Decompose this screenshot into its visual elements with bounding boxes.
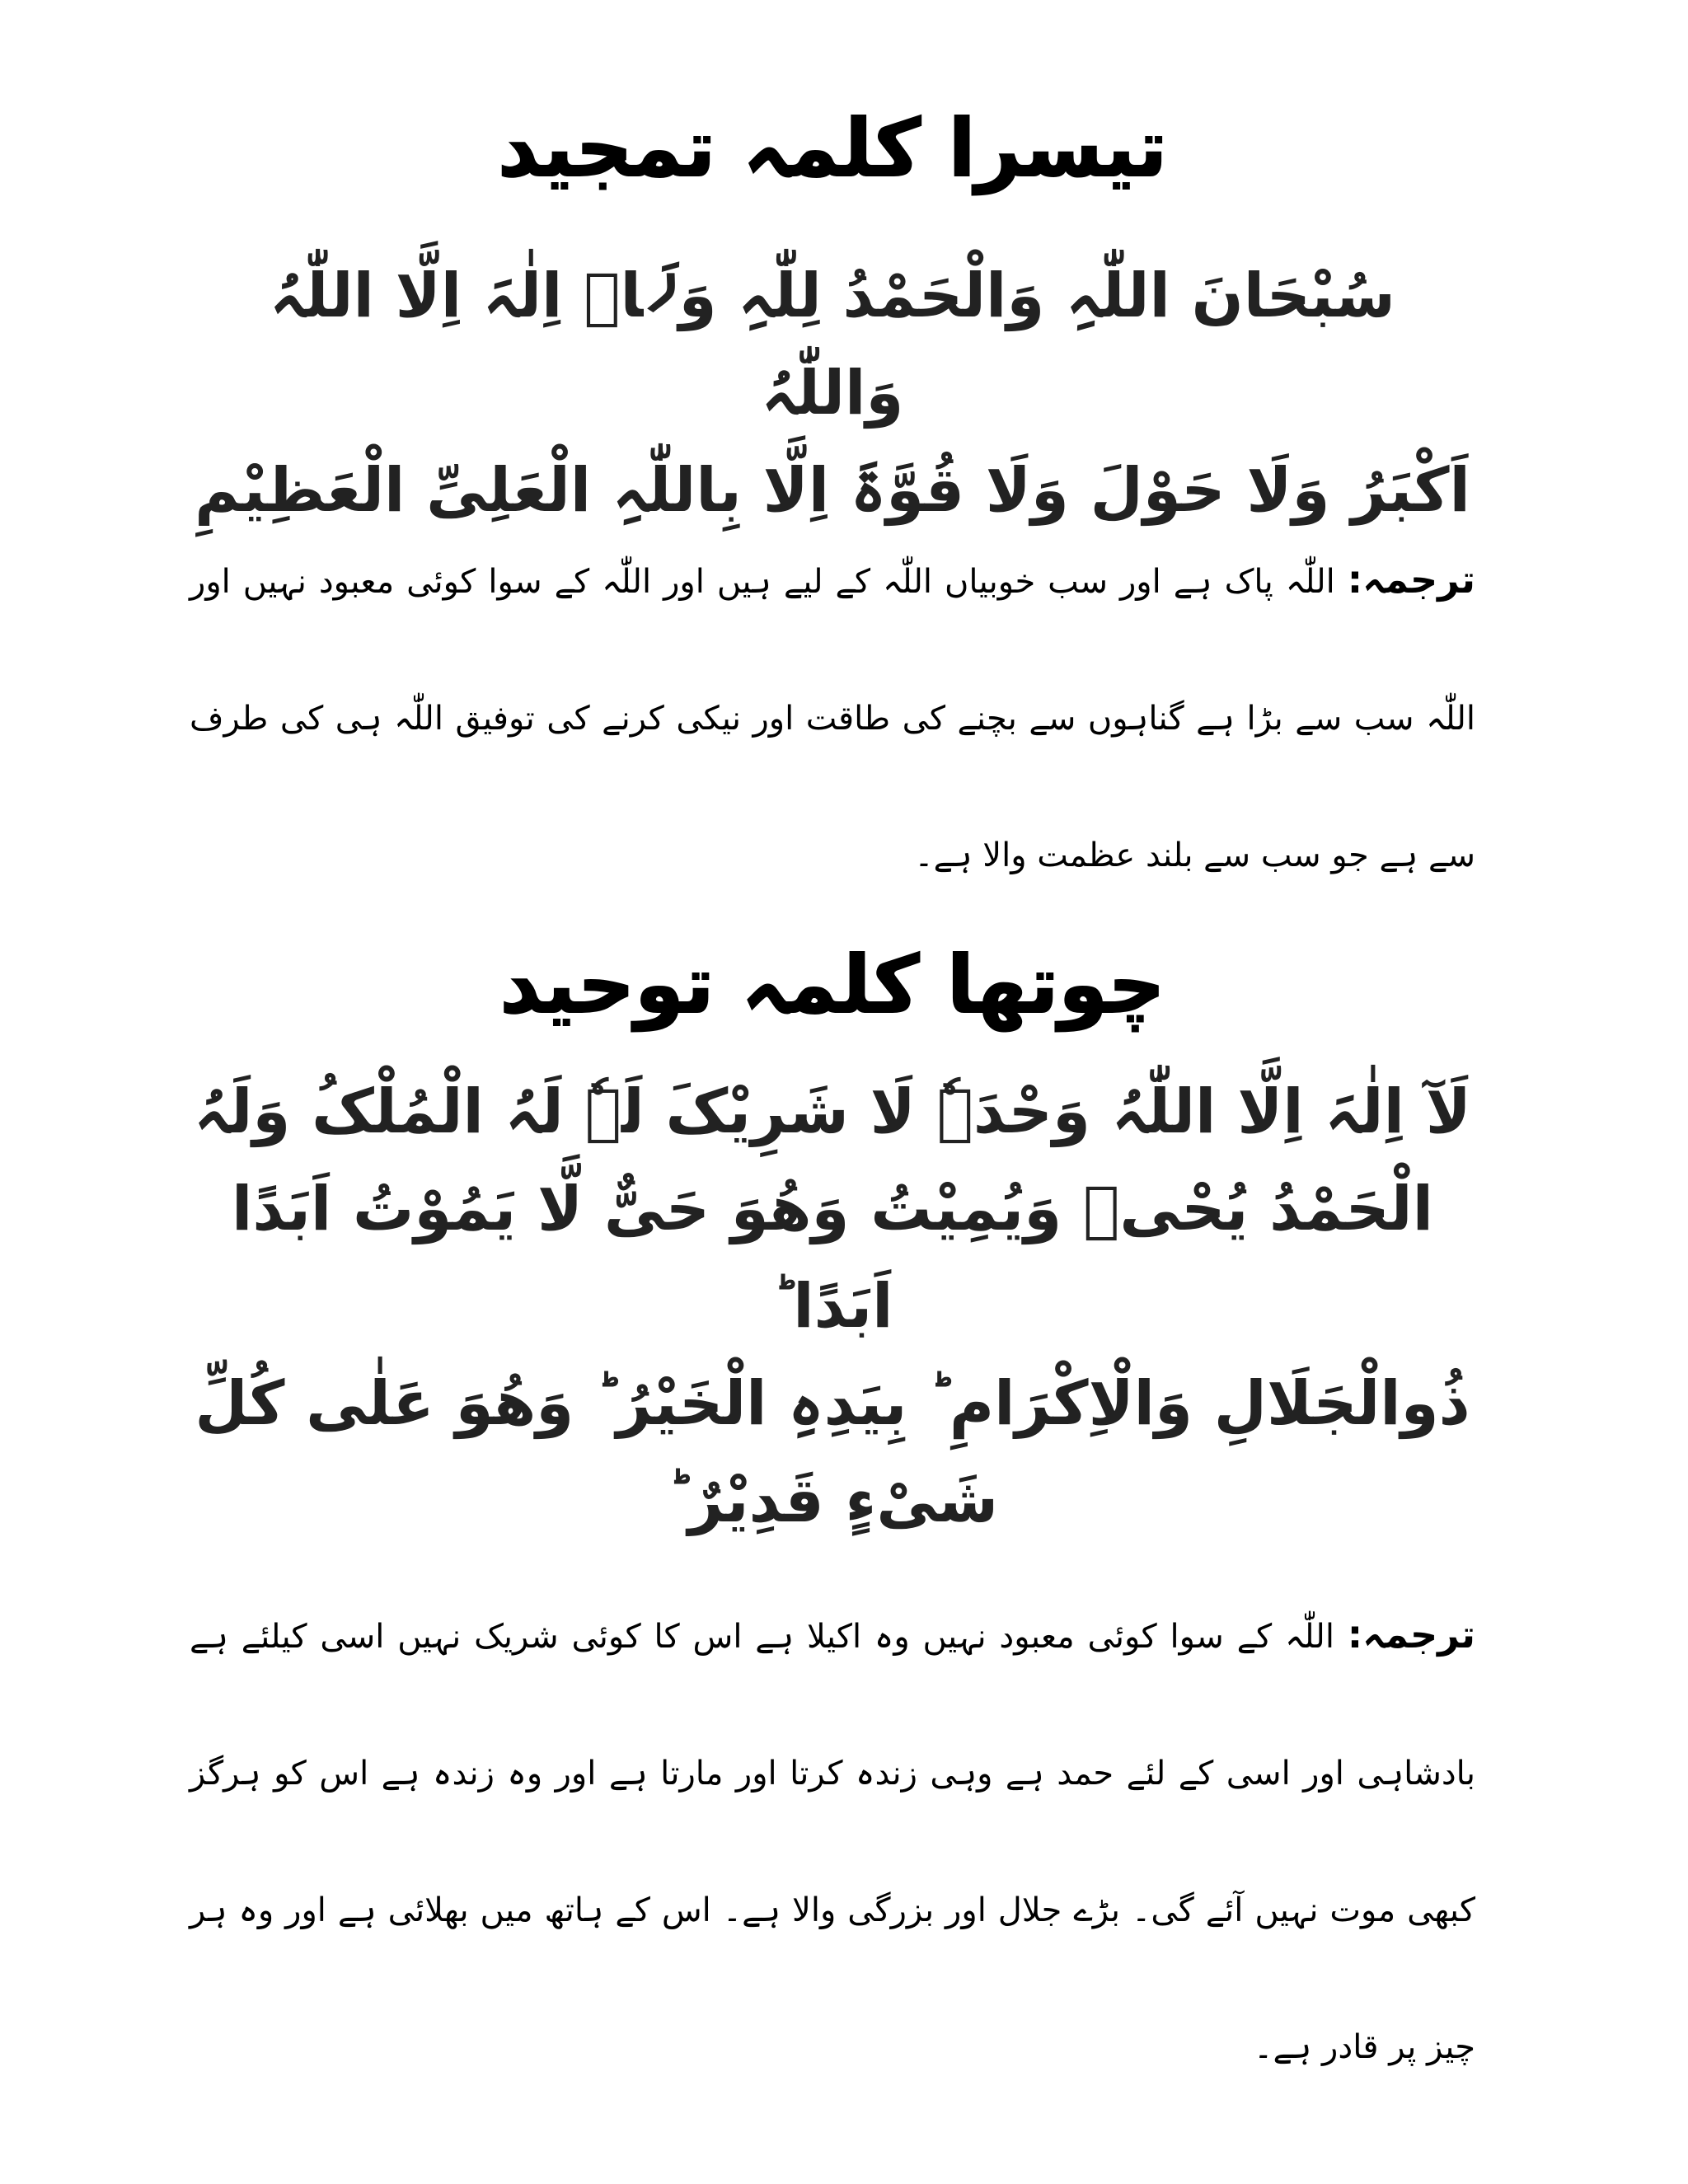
arabic-line: لَآ اِلٰہَ اِلَّا اللّٰہُ وَحْدَہٗ لَا شَرِیْکَ لَہٗ لَہُ الْمُلْکُ وَلَہُ xyxy=(194,1076,1471,1147)
fourth-kalima-section xyxy=(190,935,1475,1034)
third-kalima-translation-text xyxy=(190,511,1475,924)
arabic-line: شَیْءٍ قَدِیْرٌ ؕ xyxy=(666,1465,998,1536)
arabic-line: اَکْبَرُ وَلَا حَوْلَ وَلَا قُوَّۃَ اِلَّا بِاللّٰہِ الْعَلِیِّ الْعَظِیْمِ xyxy=(195,455,1470,526)
fourth-kalima-translation-text xyxy=(190,1566,1475,2116)
third-kalima-arabic-text xyxy=(190,247,1475,539)
third-kalima-title: تیسرا کلمہ تمجید xyxy=(497,102,1168,194)
translation-body: اللّٰہ پاک ہے اور سب خوبیاں اللّٰہ کے لیے ہیں اور اللّٰہ کے سوا کوئی معبود نہیں اور اللّٰہ سب سے بڑا ہے گناہوں سے بچنے کی طاقت اور نیکی کرنے کی توفیق اللّٰہ ہی کی طرف سے ہے جو سب سے بلند عظمت والا ہے۔ xyxy=(190,563,1475,874)
translation-body: اللّٰہ کے سوا کوئی معبود نہیں وہ اکیلا ہے اس کا کوئی شریک نہیں اسی کیلئے ہے بادشاہی اور اسی کے لئے حمد ہے وہی زندہ کرتا اور مارتا ہے اور وہ زندہ ہے اس کو ہرگز کبھی موت نہیں آئے گی۔ بڑے جلال اور بزرگی والا ہے۔ اس کے ہاتھ میں بھلائی ہے اور وہ ہر چیز پر قادر ہے۔ xyxy=(190,1618,1475,2066)
arabic-line: ذُوالْجَلَالِ وَالْاِکْرَامِ ؕ بِیَدِہِ الْخَیْرُ ؕ وَھُوَ عَلٰی کُلِّ xyxy=(195,1368,1470,1439)
third-kalima-translation xyxy=(190,511,1475,924)
fourth-kalima-arabic xyxy=(190,1063,1475,1549)
fourth-kalima-arabic-text xyxy=(190,1063,1475,1549)
translation-label: ترجمہ: xyxy=(1347,557,1475,602)
arabic-line: سُبْحَانَ اللّٰہِ وَالْحَمْدُ لِلّٰہِ وَلَاۤ اِلٰہَ اِلَّا اللّٰہُ وَاللّٰہُ xyxy=(270,260,1395,429)
arabic-line: الْحَمْدُ یُحْیٖ وَیُمِیْتُ وَھُوَ حَیٌّ لَّا یَمُوْتُ اَبَدًا اَبَدًا ؕ xyxy=(232,1174,1433,1342)
fourth-kalima-translation xyxy=(190,1566,1475,2116)
translation-label: ترجمہ: xyxy=(1347,1612,1475,1657)
third-kalima-section xyxy=(190,99,1475,198)
fourth-kalima-title: چوتھا کلمہ توحید xyxy=(499,939,1165,1031)
third-kalima-arabic xyxy=(190,247,1475,539)
